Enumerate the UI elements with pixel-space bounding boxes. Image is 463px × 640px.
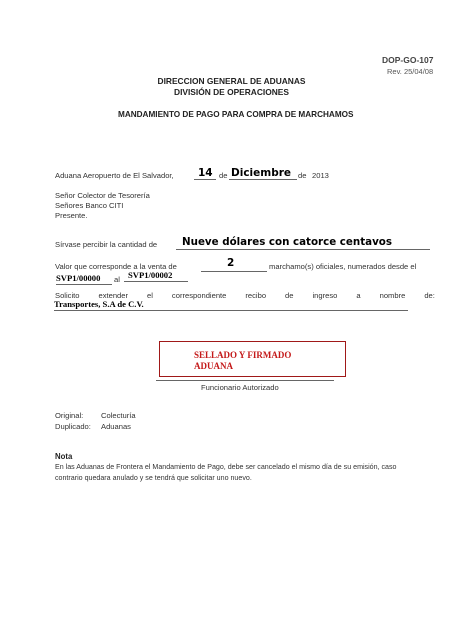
- recipient-line-2: Señores Banco CITI: [55, 201, 124, 210]
- note-line-2: contrario quedara anulado y se tendrá que solicitar uno nuevo.: [55, 474, 252, 482]
- amount-value: Nueve dólares con catorce centavos: [182, 236, 393, 248]
- request-word: de: [285, 291, 294, 300]
- signature-line: [156, 380, 334, 381]
- day-underline: [194, 179, 216, 180]
- sale-quantity: 2: [227, 257, 235, 269]
- stamp-line-1: SELLADO Y FIRMADO: [194, 350, 292, 360]
- range-al: al: [114, 275, 120, 284]
- stamp-line-2: ADUANA: [194, 361, 233, 371]
- sale-suffix: marchamo(s) oficiales, numerados desde el: [269, 262, 417, 271]
- request-word: recibo: [245, 291, 267, 300]
- request-word: correspondiente: [171, 291, 227, 300]
- note-line-1: En las Aduanas de Frontera el Mandamiento de Pago, debe ser cancelado el mismo día de su emisión, caso: [55, 463, 397, 471]
- company-name: Transportes, S.A de C.V.: [54, 299, 144, 309]
- amount-label: Sírvase percibir la cantidad de: [55, 240, 158, 249]
- company-underline: [54, 310, 408, 311]
- stamp-box: [159, 341, 346, 377]
- date-year: 2013: [312, 171, 329, 180]
- date-de-1: de: [219, 171, 228, 180]
- original-label: Original:: [55, 411, 84, 420]
- agency-title: DIRECCION GENERAL DE ADUANAS: [157, 76, 306, 86]
- revision-date: Rev. 25/04/08: [387, 67, 434, 76]
- recipient-line-3: Presente.: [55, 211, 88, 220]
- original-value: Colecturía: [101, 411, 136, 420]
- range-from: SVP1/00000: [56, 273, 101, 283]
- sale-label: Valor que corresponde a la venta de: [55, 262, 177, 271]
- request-word: nombre: [379, 291, 406, 300]
- amount-underline: [176, 249, 430, 250]
- date-location: Aduana Aeropuerto de El Salvador,: [55, 171, 174, 180]
- date-day: 14: [198, 167, 213, 179]
- form-title: MANDAMIENTO DE PAGO PARA COMPRA DE MARCHAMOS: [118, 110, 354, 119]
- range-to: SVP1/00002: [128, 270, 173, 280]
- duplicate-value: Aduanas: [101, 422, 131, 431]
- request-word: Solicito: [55, 291, 80, 300]
- request-word: de:: [424, 291, 435, 300]
- request-word: el: [147, 291, 153, 300]
- date-de-2: de: [298, 171, 307, 180]
- document-code: DOP-GO-107: [382, 55, 434, 65]
- signature-label: Funcionario Autorizado: [201, 383, 279, 392]
- recipient-line-1: Señor Colector de Tesorería: [55, 191, 150, 200]
- quantity-underline: [201, 271, 267, 272]
- range-to-underline: [124, 281, 188, 282]
- note-title: Nota: [55, 452, 73, 461]
- date-month: Diciembre: [231, 167, 292, 179]
- request-word: extender: [98, 291, 129, 300]
- month-underline: [229, 179, 297, 180]
- duplicate-label: Duplicado:: [55, 422, 91, 431]
- range-from-underline: [56, 284, 112, 285]
- request-word: ingreso: [312, 291, 338, 300]
- request-word: a: [356, 291, 361, 300]
- division-title: DIVISIÓN DE OPERACIONES: [174, 87, 289, 97]
